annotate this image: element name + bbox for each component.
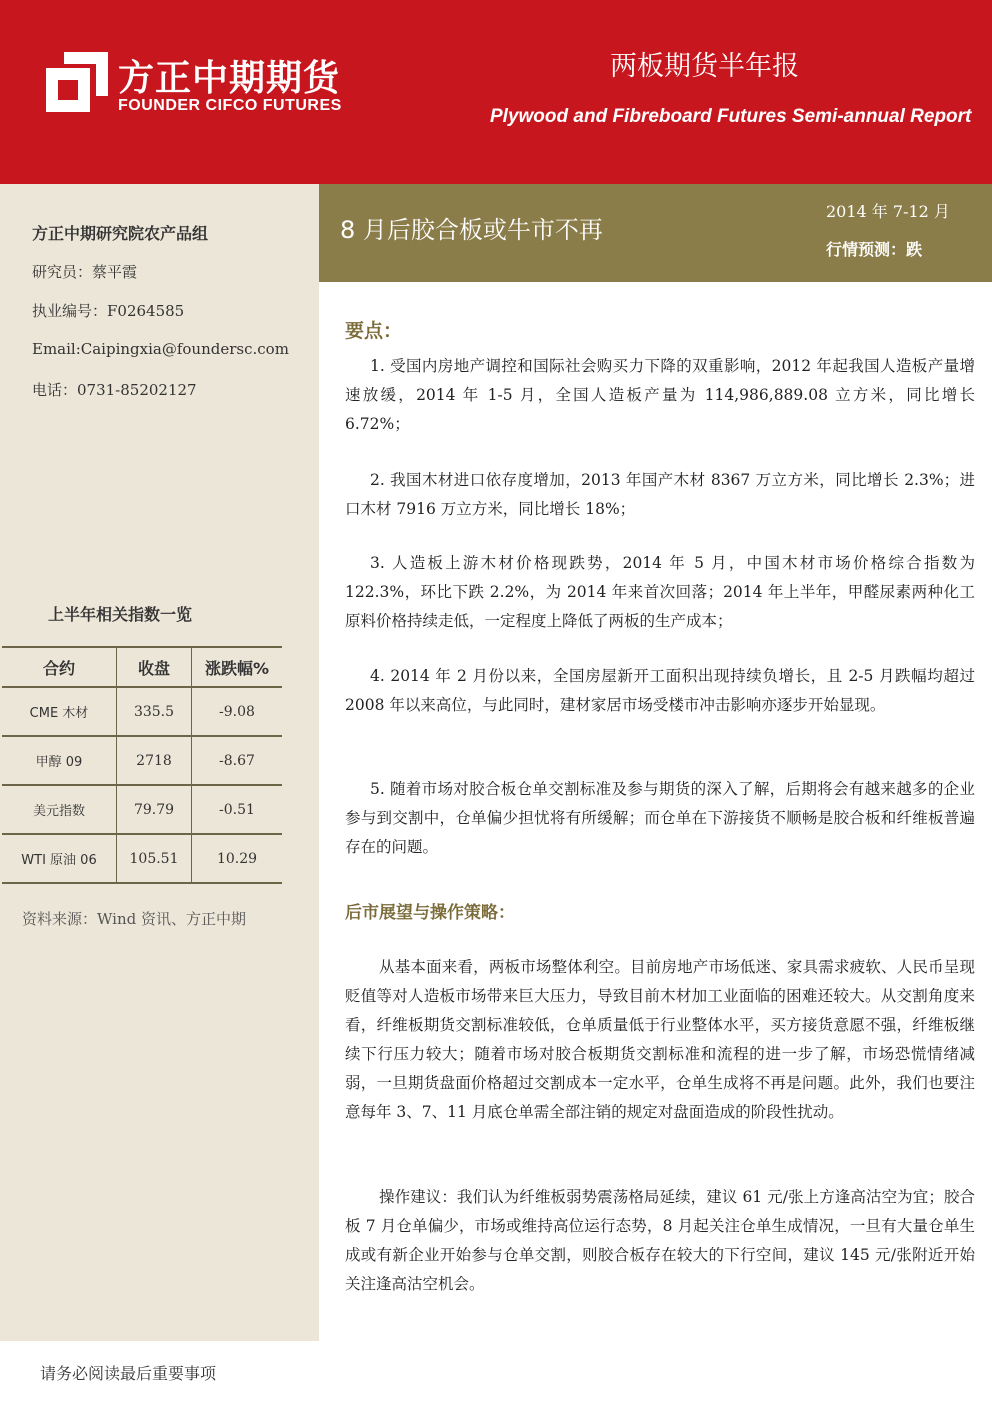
outlook-paragraph: 从基本面来看，两板市场整体利空。目前房地产市场低迷、家具需求疲软、人民币呈现贬值等对人造板市场带来巨大压力，导致目前木材加工业面临的困难还较大。从交割角度来看，纤维板期货交割标准较低，仓单质量低于行业整体水平，买方接货意愿不强，纤维板继续下行压力较大；随着市场对胶合板期货交割标准和流程的进一步了解，市场恐慌情绪减弱，一旦期货盘面价格超过交割成本一定水平，仓单生成将不再是问题。此外，我们也要注意每年 3、7、11 月底仓单需全部注销的规定对盘面造成的阶段性扰动。	[345, 958, 975, 1121]
market-forecast: 行情预测：跌	[826, 240, 923, 259]
table-row	[2, 687, 282, 736]
report-title: 两板期货半年报	[610, 51, 799, 82]
contact-email: Email:Caipingxia@foundersc.com	[32, 340, 289, 358]
license-number: 执业编号：F0264585	[32, 302, 185, 320]
footer-notice: 请务必阅读最后重要事项	[40, 1364, 217, 1383]
key-point: 2. 我国木材进口依存度增加，2013 年国产木材 8367 万立方米，同比增长 2.3%；进口木材 7916 万立方米，同比增长 18%；	[345, 471, 975, 518]
company-logo-english: FOUNDER CIFCO FUTURES	[118, 97, 342, 114]
report-header	[0, 0, 992, 184]
column-header: 合约	[2, 647, 117, 687]
table-cell: WTI 原油 06	[2, 834, 117, 883]
table-cell: 美元指数	[2, 785, 117, 834]
key-point: 1. 受国内房地产调控和国际社会购买力下降的双重影响，2012 年起我国人造板产量增速放缓，2014 年 1-5 月，全国人造板产量为 114,986,889.08 立方米，同比增长 6.72%；	[345, 357, 975, 433]
table-row	[2, 736, 282, 785]
table-cell: -8.67	[192, 736, 283, 785]
table-header-row	[2, 647, 282, 687]
key-point: 5. 随着市场对胶合板仓单交割标准及参与期货的深入了解，后期将会有越来越多的企业参与到交割中，仓单偏少担忧将有所缓解；而仓单在下游接货不顺畅是胶合板和纤维板普遍存在的问题。	[345, 780, 975, 856]
report-subtitle: Plywood and Fibreboard Futures Semi-annual Report	[490, 106, 972, 127]
table-cell: -9.08	[192, 687, 283, 736]
key-point: 3. 人造板上游木材价格现跌势，2014 年 5 月，中国木材市场价格综合指数为 122.3%，环比下跌 2.2%，为 2014 年来首次回落；2014 年上半年，甲醛尿素两种化工原料价格持续走低，一定程度上降低了两板的生产成本；	[345, 554, 975, 630]
key-point: 4. 2014 年 2 月份以来，全国房屋新开工面积出现持续负增长，且 2-5 月跌幅均超过 2008 年以来高位，与此同时，建材家居市场受楼市冲击影响亦逐步开始显现。	[345, 667, 975, 714]
table-cell: 105.51	[117, 834, 192, 883]
data-source: 资料来源：Wind 资讯、方正中期	[22, 910, 246, 928]
index-table	[2, 646, 282, 884]
founder-logo-icon	[46, 52, 108, 112]
report-period: 2014 年 7-12 月	[826, 202, 950, 221]
table-cell: 10.29	[192, 834, 283, 883]
table-cell: 335.5	[117, 687, 192, 736]
column-header: 收盘	[117, 647, 192, 687]
table-cell: 79.79	[117, 785, 192, 834]
table-cell: 2718	[117, 736, 192, 785]
table-cell: CME 木材	[2, 687, 117, 736]
strategy-paragraph: 操作建议：我们认为纤维板弱势震荡格局延续，建议 61 元/张上方逢高沽空为宜；胶合板 7 月仓单偏少，市场或维持高位运行态势，8 月起关注仓单生成情况，一旦有大量仓单生成或有新企业开始参与仓单交割，则胶合板存在较大的下行空间，建议 145 元/张附近开始关注逢高沽空机会。	[345, 1188, 975, 1293]
column-header: 涨跌幅%	[192, 647, 283, 687]
table-cell: -0.51	[192, 785, 283, 834]
key-points-heading: 要点：	[345, 320, 403, 342]
outlook-heading: 后市展望与操作策略：	[345, 903, 515, 923]
table-row	[2, 785, 282, 834]
index-table-title: 上半年相关指数一览	[48, 605, 193, 624]
company-logo-text: 方正中期期货	[118, 58, 341, 99]
researcher-name: 研究员：蔡平霞	[32, 263, 138, 281]
table-cell: 甲醇 09	[2, 736, 117, 785]
table-row	[2, 834, 282, 883]
research-group: 方正中期研究院农产品组	[32, 224, 209, 243]
report-headline: 8 月后胶合板或牛市不再	[340, 216, 603, 244]
contact-phone: 电话：0731-85202127	[32, 381, 197, 399]
